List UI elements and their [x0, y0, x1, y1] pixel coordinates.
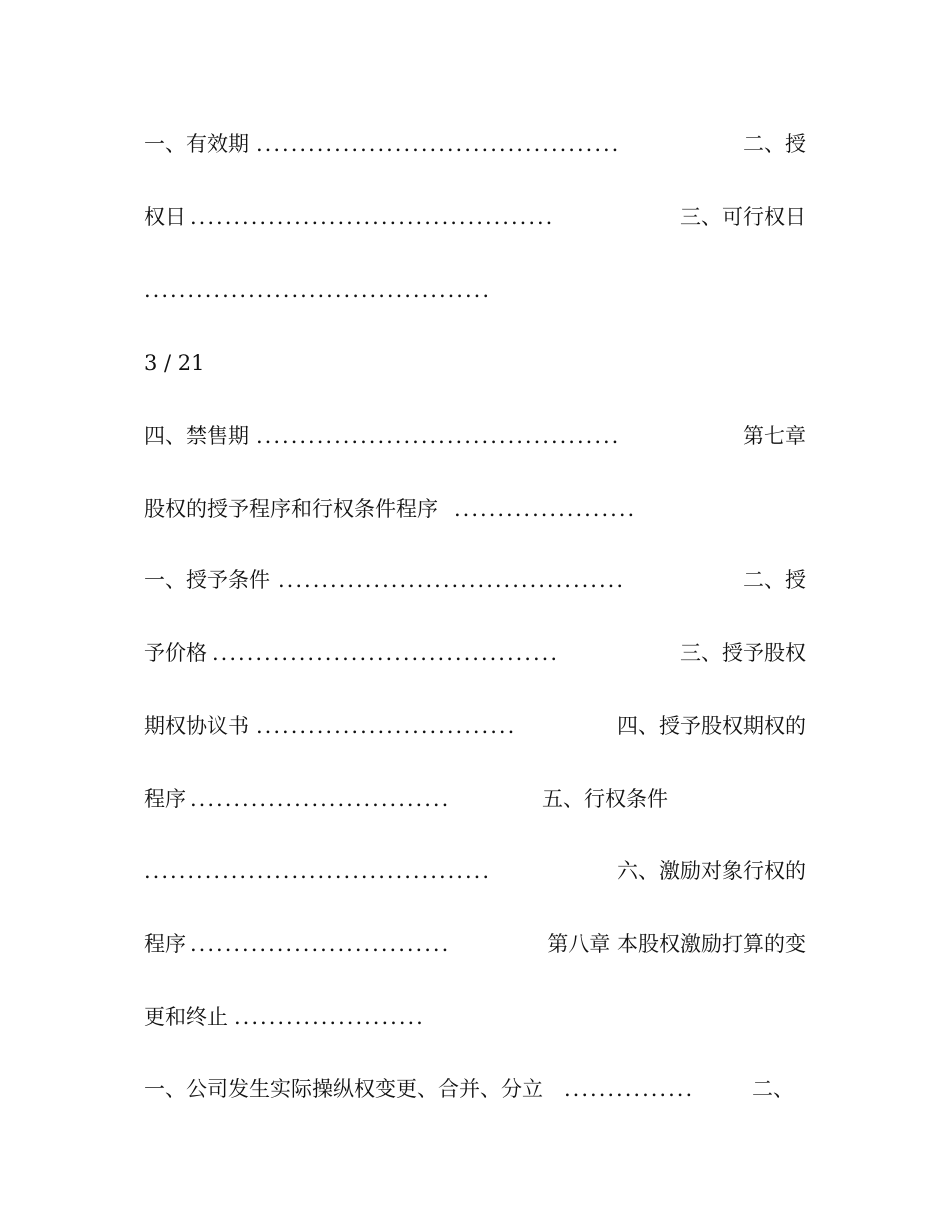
- toc-entry-label: 程序: [144, 932, 186, 956]
- toc-entry-label: 一、公司发生实际操纵权变更、合并、分立: [144, 1077, 543, 1101]
- toc-dot-leader: ......................: [234, 1005, 425, 1029]
- toc-entry-label: 一、授予条件: [144, 568, 270, 592]
- toc-dot-leader: ..........................................: [256, 424, 621, 448]
- page-number: [144, 348, 806, 378]
- toc-entry-label: 第八章 本股权激励打算的变: [547, 932, 806, 956]
- toc-line-4: [144, 421, 806, 451]
- toc-entry-label: 股权的授予程序和行权条件程序: [144, 497, 438, 521]
- toc-entry-label: 期权协议书: [144, 714, 249, 738]
- toc-entry-label: 三、可行权日: [680, 205, 806, 229]
- toc-entry-label: 二、授: [743, 132, 806, 156]
- toc-line-10: [144, 856, 806, 886]
- toc-entry-label: 六、激励对象行权的: [617, 859, 806, 883]
- toc-dot-leader: ........................................: [144, 859, 492, 883]
- toc-line-1: [144, 129, 806, 159]
- toc-entry-label: 四、禁售期: [144, 424, 249, 448]
- toc-line-5: [144, 494, 806, 524]
- toc-line-8: [144, 711, 806, 741]
- toc-dot-leader: ..............................: [256, 714, 517, 738]
- toc-dot-leader: ........................................: [278, 568, 626, 592]
- toc-entry-label: 三、授予股权: [680, 641, 806, 665]
- toc-entry-label: 五、行权条件: [542, 787, 668, 811]
- toc-line-9: [144, 784, 806, 814]
- toc-dot-leader: ........................................: [144, 278, 492, 302]
- toc-dot-leader: ..........................................: [256, 132, 621, 156]
- toc-line-2: [144, 202, 806, 232]
- toc-dot-leader: ........................................: [212, 641, 560, 665]
- toc-entry-label: 一、有效期: [144, 132, 249, 156]
- toc-line-6: [144, 565, 806, 595]
- toc-entry-label: 二、: [752, 1077, 794, 1101]
- page-number-text: 3 / 21: [144, 351, 205, 375]
- toc-line-7: [144, 638, 806, 668]
- toc-line-3: [144, 275, 806, 305]
- toc-line-13: [144, 1074, 806, 1104]
- toc-dot-leader: ..............................: [190, 787, 451, 811]
- toc-dot-leader: .....................: [454, 497, 637, 521]
- toc-dot-leader: ...............: [564, 1077, 695, 1101]
- toc-entry-label: 权日: [144, 205, 186, 229]
- toc-entry-label: 四、授予股权期权的: [617, 714, 806, 738]
- toc-entry-label: 更和终止: [144, 1005, 228, 1029]
- toc-entry-label: 程序: [144, 787, 186, 811]
- toc-line-12: [144, 1002, 806, 1032]
- toc-entry-label: 予价格: [144, 641, 207, 665]
- toc-entry-label: 二、授: [743, 568, 806, 592]
- toc-dot-leader: ..............................: [190, 932, 451, 956]
- toc-entry-label: 第七章: [743, 424, 806, 448]
- toc-line-11: [144, 929, 806, 959]
- toc-dot-leader: ..........................................: [190, 205, 555, 229]
